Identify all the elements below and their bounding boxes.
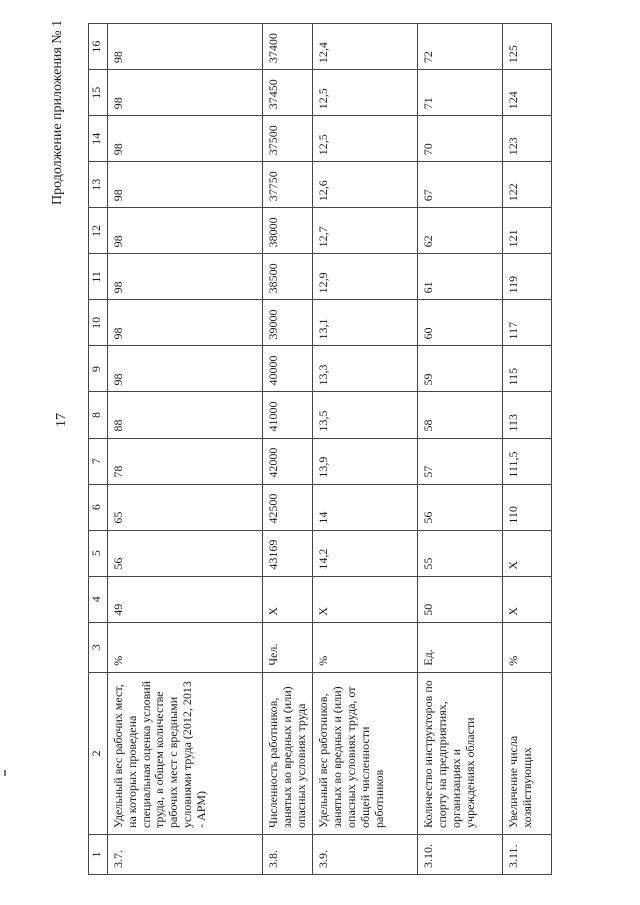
value-cell: 67 xyxy=(418,162,503,208)
value-cell: 98 xyxy=(108,70,263,116)
value-cell: 14,2 xyxy=(313,530,418,576)
value-cell: 50 xyxy=(418,576,503,622)
indicator-name: Увеличение числа хозяйствующих xyxy=(503,672,552,834)
value-cell: 78 xyxy=(108,438,263,484)
column-number: 5 xyxy=(89,530,108,576)
value-cell: 55 xyxy=(418,530,503,576)
value-cell: 110 xyxy=(503,484,552,530)
indicator-name: Удельный вес работников, занятых во вредных и (или) опасных условиях труда, от общей численности работников xyxy=(313,672,418,834)
column-number: 4 xyxy=(89,576,108,622)
value-cell: 13,3 xyxy=(313,346,418,392)
value-cell: 119 xyxy=(503,254,552,300)
value-cell: 12,6 xyxy=(313,162,418,208)
column-number: 15 xyxy=(89,70,108,116)
value-cell: 38500 xyxy=(263,254,313,300)
value-cell: 113 xyxy=(503,392,552,438)
value-cell: 38000 xyxy=(263,208,313,254)
value-cell: 122 xyxy=(503,162,552,208)
column-number: 10 xyxy=(89,300,108,346)
unit-cell: Ед. xyxy=(418,622,503,672)
value-cell: 12,4 xyxy=(313,24,418,70)
value-cell: 37450 xyxy=(263,70,313,116)
value-cell: 56 xyxy=(108,530,263,576)
value-cell: Х xyxy=(503,530,552,576)
value-cell: 42000 xyxy=(263,438,313,484)
value-cell: 43169 xyxy=(263,530,313,576)
table-row xyxy=(503,24,552,875)
table-row xyxy=(108,24,263,875)
column-number: 7 xyxy=(89,438,108,484)
value-cell: 124 xyxy=(503,70,552,116)
continuation-header: Продолжение приложения № 1 xyxy=(50,19,65,205)
value-cell: Х xyxy=(503,576,552,622)
value-cell: 14 xyxy=(313,484,418,530)
column-number: 9 xyxy=(89,346,108,392)
value-cell: 41000 xyxy=(263,392,313,438)
value-cell: 13,1 xyxy=(313,300,418,346)
value-cell: 88 xyxy=(108,392,263,438)
value-cell: 58 xyxy=(418,392,503,438)
value-cell: 98 xyxy=(108,116,263,162)
value-cell: 56 xyxy=(418,484,503,530)
unit-cell: Чел. xyxy=(263,622,313,672)
value-cell: 72 xyxy=(418,24,503,70)
value-cell: 62 xyxy=(418,208,503,254)
value-cell: 12,9 xyxy=(313,254,418,300)
value-cell: 57 xyxy=(418,438,503,484)
value-cell: 70 xyxy=(418,116,503,162)
unit-cell: % xyxy=(313,622,418,672)
value-cell: 98 xyxy=(108,24,263,70)
value-cell: 98 xyxy=(108,254,263,300)
value-cell: 65 xyxy=(108,484,263,530)
value-cell: 121 xyxy=(503,208,552,254)
indicators-table xyxy=(88,23,552,875)
table-row xyxy=(418,24,503,875)
value-cell: 115 xyxy=(503,346,552,392)
value-cell: 98 xyxy=(108,346,263,392)
indicator-name: Удельный вес рабочих мест, на которых проведена специальная оценка условий труда, в общем количестве рабочих мест с вредными условиями труда (2012, 2013 - АРМ) xyxy=(108,672,263,834)
value-cell: 61 xyxy=(418,254,503,300)
value-cell: 49 xyxy=(108,576,263,622)
value-cell: 117 xyxy=(503,300,552,346)
value-cell: 13,5 xyxy=(313,392,418,438)
row-number: 3.7. xyxy=(108,834,263,874)
value-cell: 12,5 xyxy=(313,70,418,116)
row-number: 3.9. xyxy=(313,834,418,874)
value-cell: 60 xyxy=(418,300,503,346)
column-number: 1 xyxy=(89,834,108,874)
value-cell: 98 xyxy=(108,208,263,254)
indicator-name: Численность работников, занятых во вредных и (или) опасных условиях труда xyxy=(263,672,313,834)
column-number: 14 xyxy=(89,116,108,162)
scan-edge-mark xyxy=(4,770,6,776)
value-cell: 98 xyxy=(108,162,263,208)
unit-cell: % xyxy=(108,622,263,672)
value-cell: 42500 xyxy=(263,484,313,530)
row-number: 3.8. xyxy=(263,834,313,874)
column-number-row xyxy=(89,24,108,875)
page-number: 17 xyxy=(54,413,69,427)
column-number: 12 xyxy=(89,208,108,254)
value-cell: 12,7 xyxy=(313,208,418,254)
column-number: 8 xyxy=(89,392,108,438)
value-cell: 125 xyxy=(503,24,552,70)
column-number: 6 xyxy=(89,484,108,530)
value-cell: 37500 xyxy=(263,116,313,162)
value-cell: 39000 xyxy=(263,300,313,346)
column-number: 3 xyxy=(89,622,108,672)
value-cell: 37400 xyxy=(263,24,313,70)
value-cell: 37750 xyxy=(263,162,313,208)
value-cell: 13,9 xyxy=(313,438,418,484)
value-cell: 123 xyxy=(503,116,552,162)
column-number: 13 xyxy=(89,162,108,208)
value-cell: 111,5 xyxy=(503,438,552,484)
table-row xyxy=(263,24,313,875)
value-cell: 71 xyxy=(418,70,503,116)
value-cell: Х xyxy=(263,576,313,622)
column-number: 11 xyxy=(89,254,108,300)
value-cell: 40000 xyxy=(263,346,313,392)
value-cell: 98 xyxy=(108,300,263,346)
row-number: 3.10. xyxy=(418,834,503,874)
table-row xyxy=(313,24,418,875)
value-cell: 59 xyxy=(418,346,503,392)
indicator-name: Количество инструкторов по спорту на предприятиях, организациях и учреждениях области xyxy=(418,672,503,834)
value-cell: 12,5 xyxy=(313,116,418,162)
unit-cell: % xyxy=(503,622,552,672)
row-number: 3.11. xyxy=(503,834,552,874)
column-number: 16 xyxy=(89,24,108,70)
value-cell: Х xyxy=(313,576,418,622)
column-number: 2 xyxy=(89,672,108,834)
